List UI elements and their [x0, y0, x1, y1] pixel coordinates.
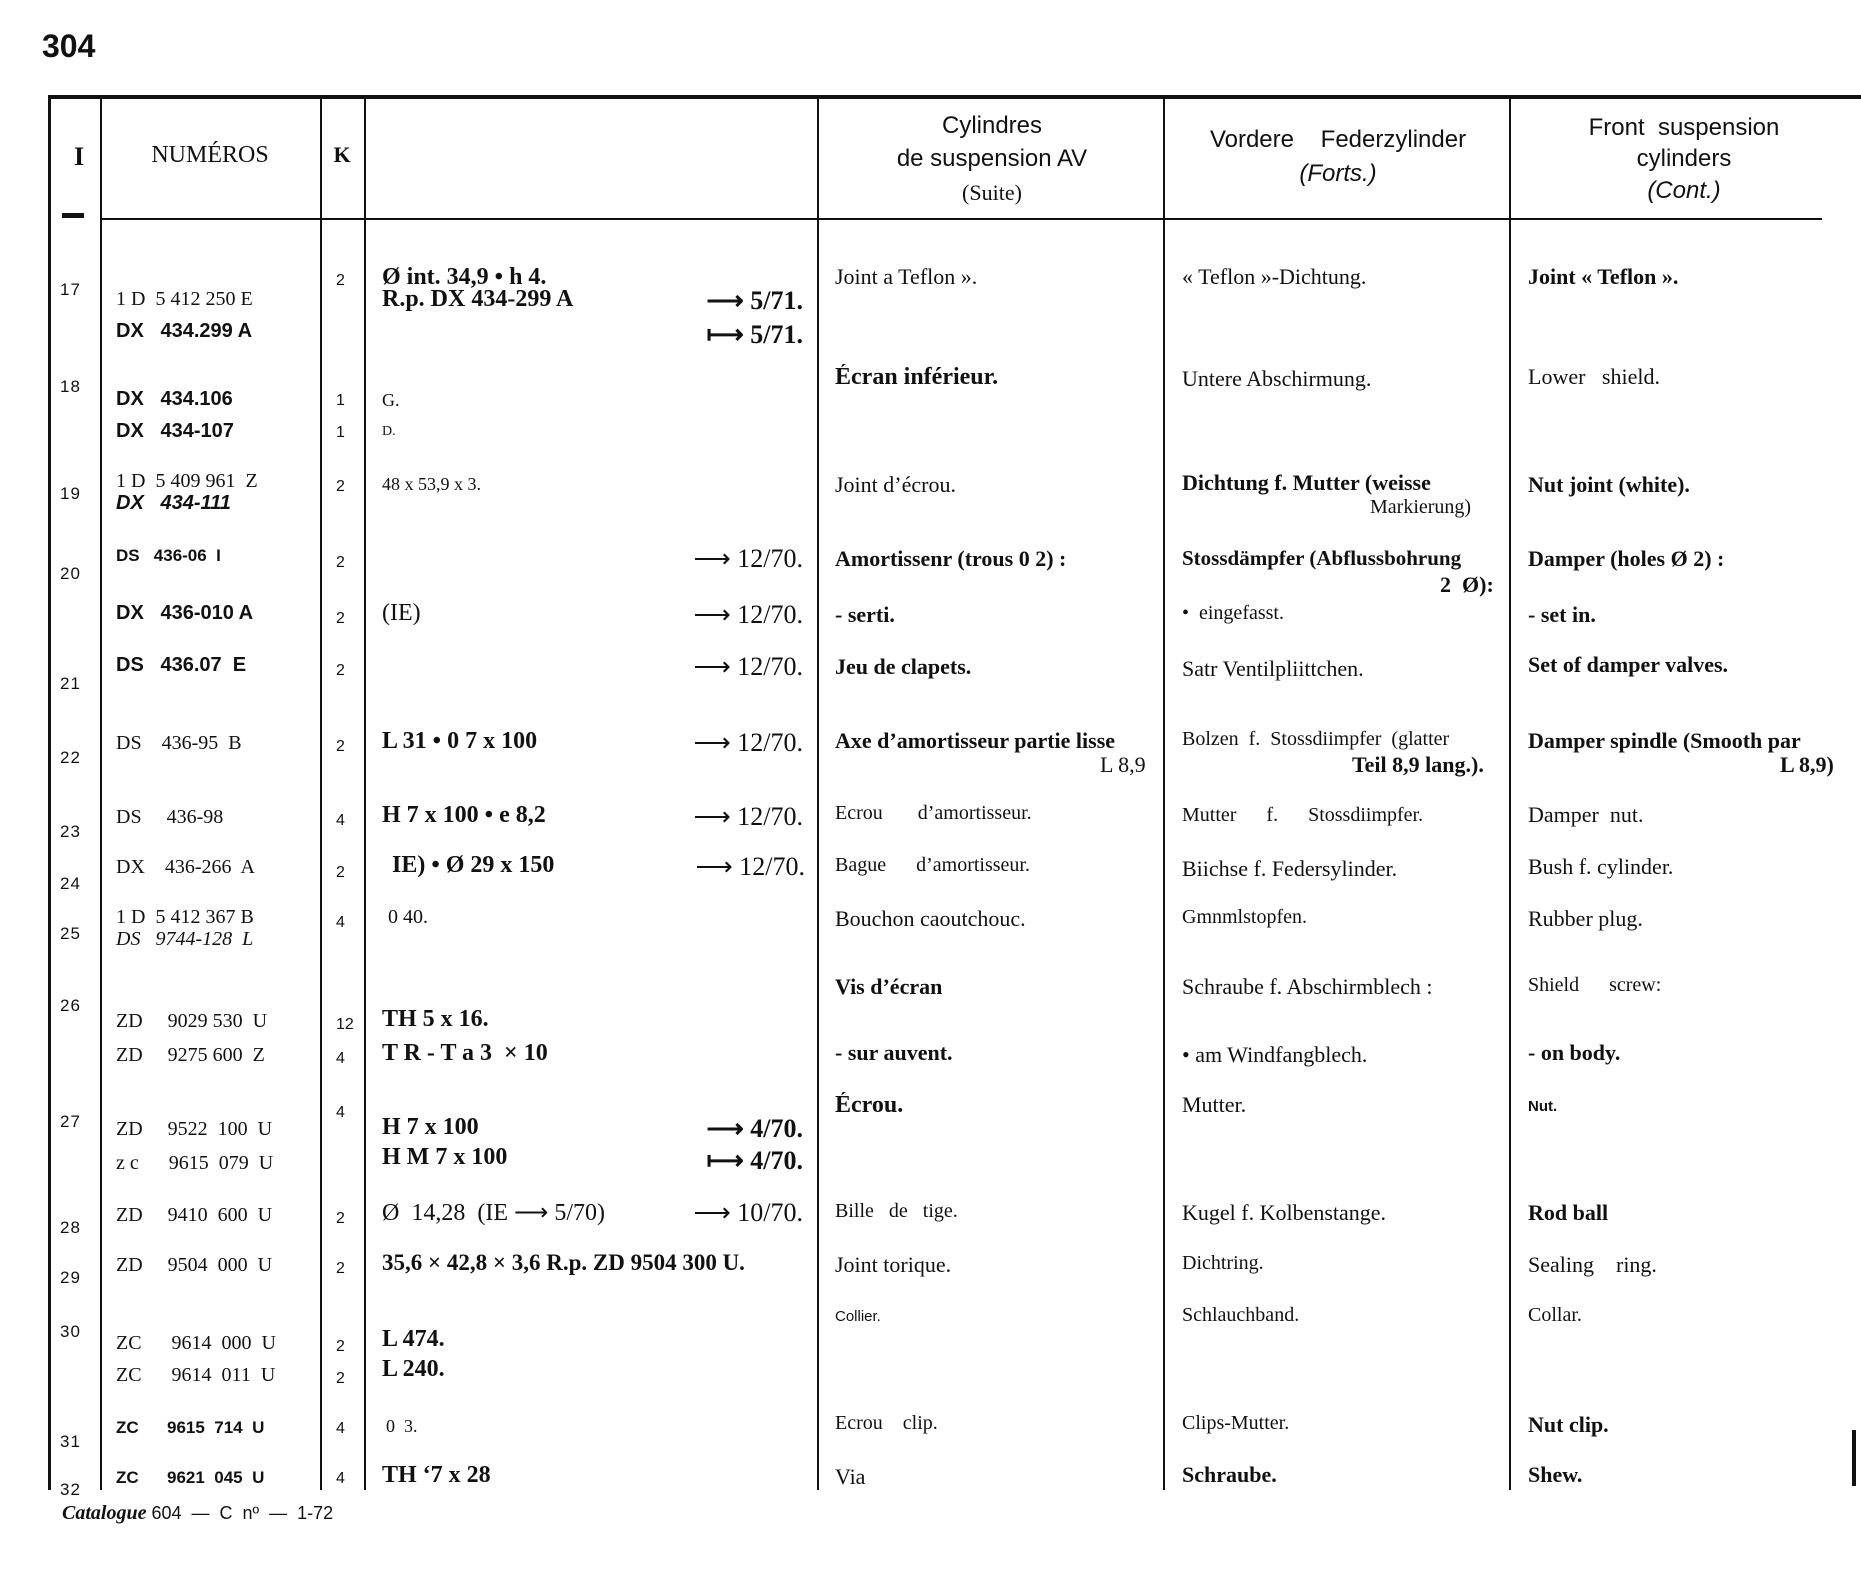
quantity: 1	[336, 392, 345, 409]
description-fr: Bille de tige.	[835, 1200, 958, 1222]
row-number: 23	[60, 822, 81, 841]
description-en: Bush f. cylinder.	[1528, 854, 1674, 879]
validity-date: ⟶ 12/70.	[693, 728, 803, 757]
description-de: • eingefasst.	[1182, 602, 1284, 624]
specification: 35,6 × 42,8 × 3,6 R.p. ZD 9504 300 U.	[382, 1250, 745, 1275]
part-number: ZC 9621 045 U	[116, 1468, 265, 1487]
part-number: 1 D 5 412 250 E	[116, 288, 253, 310]
row-number: 18	[60, 377, 81, 396]
quantity: 2	[336, 738, 345, 755]
header-en-title-3: (Cont.)	[1647, 177, 1721, 204]
header-en-title-2: cylinders	[1636, 145, 1732, 172]
header-de-title-2: (Forts.)	[1299, 160, 1377, 187]
specification: L 474.	[382, 1326, 445, 1352]
part-number: ZC 9614 011 U	[116, 1364, 276, 1386]
description-en: Nut joint (white).	[1528, 472, 1690, 497]
description-fr: Bouchon caoutchouc.	[835, 906, 1026, 931]
quantity: 2	[336, 272, 345, 289]
specification: L 31 • 0 7 x 100	[382, 728, 538, 754]
quantity: 2	[336, 1338, 345, 1355]
quantity: 4	[336, 812, 345, 829]
row-number: 25	[60, 924, 81, 943]
description-en: Set of damper valves.	[1528, 652, 1729, 677]
row-number: 21	[60, 674, 81, 693]
description-de: « Teflon »-Dichtung.	[1182, 264, 1367, 289]
specification: (IE)	[382, 600, 421, 626]
specification: Ø int. 34,9 • h 4.	[382, 264, 547, 290]
description-fr: Ecrou d’amortisseur.	[835, 802, 1032, 824]
description-de: Schraube f. Abschirmblech :	[1182, 974, 1433, 999]
row-number: 26	[60, 996, 81, 1015]
quantity: 2	[336, 1370, 345, 1387]
part-number: DS 436.07 E	[116, 654, 247, 676]
description-fr: Joint d’écrou.	[835, 472, 956, 497]
quantity: 4	[336, 914, 345, 931]
row-number: 30	[60, 1322, 81, 1341]
description-en: - set in.	[1528, 602, 1596, 627]
specification: D.	[382, 424, 396, 439]
quantity: 2	[336, 662, 345, 679]
header-bottom-rule-left	[62, 213, 84, 218]
header-fr-title-3: (Suite)	[962, 180, 1022, 205]
quantity: 12	[336, 1016, 354, 1033]
description-de: Satr Ventilpliittchen.	[1182, 656, 1364, 681]
part-number: DX 436-266 A	[116, 856, 255, 878]
description-fr: Axe d’amortisseur partie lisse	[835, 728, 1116, 753]
description-en: Joint « Teflon ».	[1528, 264, 1679, 289]
description-fr: - serti.	[835, 602, 895, 627]
part-number: DS 436-95 B	[116, 732, 242, 754]
part-number: DX 434.106	[116, 388, 233, 410]
part-number: ZD 9029 530 U	[116, 1010, 268, 1032]
validity-date: ⟼ 5/71.	[706, 320, 803, 349]
description-de: Bolzen f. Stossdiimpfer (glatter	[1182, 728, 1450, 750]
description-fr: Amortissenr (trous 0 2) :	[835, 546, 1067, 571]
part-number: DX 434-111	[116, 492, 231, 514]
description-fr: - sur auvent.	[835, 1040, 953, 1065]
row-number: 22	[60, 748, 81, 767]
header-en-title-1: Front suspension	[1588, 114, 1780, 141]
description-en: Damper nut.	[1528, 802, 1644, 827]
description-de: Mutter f. Stossdiimpfer.	[1182, 804, 1424, 826]
description-en: Nut clip.	[1528, 1412, 1609, 1437]
col-divider-numbers	[320, 97, 322, 1490]
col-divider-spec	[817, 97, 819, 1490]
description-en: Damper (holes Ø 2) :	[1528, 546, 1725, 571]
description-de: Dichtung f. Mutter (weisse	[1182, 470, 1431, 495]
header-fr-title-1: Cylindres	[941, 112, 1043, 139]
validity-date: ⟶ 12/70.	[695, 852, 805, 881]
quantity: 2	[336, 864, 345, 881]
part-number: 1 D 5 409 961 Z	[116, 470, 258, 492]
part-number: DS 436-06 I	[116, 546, 221, 565]
quantity: 2	[336, 478, 345, 495]
description-fr: Bague d’amortisseur.	[835, 854, 1030, 876]
description-de: Dichtring.	[1182, 1252, 1264, 1274]
description-fr: Collier.	[835, 1308, 881, 1325]
description-fr: Via	[835, 1464, 866, 1489]
validity-date: ⟶ 10/70.	[693, 1198, 803, 1227]
part-number: DX 436-010 A	[116, 602, 254, 624]
footer-catalogue-label: Catalogue	[62, 1502, 147, 1524]
validity-date: ⟼ 4/70.	[706, 1146, 803, 1175]
row-number: 19	[60, 484, 81, 503]
footer-catalogue-ref: 604 — C nº — 1-72	[151, 1503, 334, 1523]
part-number: DS 436-98	[116, 806, 224, 828]
description-de: Biichse f. Federsylinder.	[1182, 856, 1398, 881]
header-fr-title-2: de suspension AV	[896, 145, 1088, 172]
description-en: Rubber plug.	[1528, 906, 1643, 931]
row-number: 17	[60, 280, 81, 299]
description-de: Gmnmlstopfen.	[1182, 906, 1307, 928]
description-de: Schraube.	[1182, 1462, 1277, 1487]
quantity: 4	[336, 1470, 345, 1487]
description-de: Schlauchband.	[1182, 1304, 1300, 1326]
part-number: 1 D 5 412 367 B	[116, 906, 254, 928]
quantity: 2	[336, 1260, 345, 1277]
part-number: ZD 9504 000 U	[116, 1254, 273, 1276]
part-number: DX 434-107	[116, 420, 234, 442]
description-en: Damper spindle (Smooth par	[1528, 728, 1801, 753]
validity-date: ⟶ 12/70.	[693, 652, 803, 681]
row-number: 24	[60, 874, 81, 893]
description-de: Stossdämpfer (Abflussbohrung	[1182, 546, 1462, 570]
validity-date: ⟶ 4/70.	[706, 1114, 803, 1143]
description-fr: Ecrou clip.	[835, 1412, 938, 1434]
specification: TH ‘7 x 28	[382, 1462, 491, 1488]
validity-date: ⟶ 5/71.	[706, 286, 803, 315]
description-de: Mutter.	[1182, 1092, 1247, 1117]
part-number: ZC 9615 714 U	[116, 1418, 265, 1437]
description-fr: Vis d’écran	[835, 974, 943, 999]
description-fr: Joint torique.	[835, 1252, 952, 1277]
description-en: Sealing ring.	[1528, 1252, 1657, 1277]
description-en: L 8,9)	[1780, 752, 1834, 777]
description-de: Clips-Mutter.	[1182, 1412, 1290, 1434]
header-de-title-1: Vordere Federzylinder	[1209, 126, 1467, 153]
specification: L 240.	[382, 1356, 445, 1382]
specification: 48 x 53,9 x 3.	[382, 474, 481, 494]
col-divider-qty	[364, 97, 366, 1490]
specification: T R - T a 3 × 10	[382, 1040, 548, 1066]
description-en: Lower shield.	[1528, 364, 1660, 389]
description-fr: Jeu de clapets.	[835, 654, 972, 679]
description-de: Teil 8,9 lang.).	[1352, 752, 1484, 777]
description-fr: L 8,9	[1100, 752, 1146, 777]
catalogue-footer	[62, 1502, 333, 1525]
description-fr: Écran inférieur.	[835, 364, 999, 390]
description-en: - on body.	[1528, 1040, 1621, 1065]
part-number: ZD 9410 600 U	[116, 1204, 273, 1226]
col-divider-de	[1509, 97, 1511, 1490]
description-de: Untere Abschirmung.	[1182, 366, 1372, 391]
validity-date: ⟶ 12/70.	[693, 802, 803, 831]
header-qty: K	[333, 142, 351, 167]
quantity: 4	[336, 1420, 345, 1437]
col-divider-index	[100, 97, 102, 1490]
description-en: Nut.	[1528, 1098, 1558, 1115]
quantity: 2	[336, 554, 345, 571]
header-index: I	[73, 142, 85, 171]
page-number: 304	[42, 28, 96, 64]
quantity: 4	[336, 1104, 345, 1121]
part-number: DS 9744-128 L	[116, 928, 254, 950]
validity-date: ⟶ 12/70.	[693, 600, 803, 629]
description-en: Shew.	[1528, 1462, 1583, 1487]
quantity: 2	[336, 610, 345, 627]
part-number: DX 434.299 A	[116, 320, 253, 342]
validity-date: ⟶ 12/70.	[693, 544, 803, 573]
specification: G.	[382, 390, 400, 410]
quantity: 1	[336, 424, 345, 441]
specification: TH 5 x 16.	[382, 1006, 489, 1032]
part-number: ZD 9275 600 Z	[116, 1044, 265, 1066]
header-numbers: NUMÉROS	[151, 142, 269, 168]
description-de: • am Windfangblech.	[1182, 1042, 1368, 1067]
specification: IE) • Ø 29 x 150	[392, 852, 555, 878]
description-en: Collar.	[1528, 1304, 1582, 1326]
specification: R.p. DX 434-299 A	[382, 286, 574, 312]
specification: 0 3.	[386, 1416, 418, 1436]
part-number: z c 9615 079 U	[116, 1152, 274, 1174]
row-number: 32	[60, 1480, 81, 1499]
row-number: 31	[60, 1432, 81, 1451]
col-divider-left-edge	[48, 95, 51, 1490]
row-number: 29	[60, 1268, 81, 1287]
row-number: 20	[60, 564, 81, 583]
description-de: 2 Ø):	[1440, 572, 1494, 597]
quantity: 4	[336, 1050, 345, 1067]
quantity: 2	[336, 1210, 345, 1227]
description-fr: Joint a Teflon ».	[835, 264, 978, 289]
part-number: ZD 9522 100 U	[116, 1118, 273, 1140]
col-divider-fr	[1163, 97, 1165, 1490]
right-edge-mark	[1852, 1430, 1856, 1486]
description-de: Kugel f. Kolbenstange.	[1182, 1200, 1387, 1225]
part-number: ZC 9614 000 U	[116, 1332, 276, 1354]
description-de: Markierung)	[1370, 496, 1472, 518]
specification: 0 40.	[388, 906, 428, 928]
description-en: Rod ball	[1528, 1200, 1609, 1225]
specification: Ø 14,28 (IE ⟶ 5/70)	[382, 1200, 606, 1226]
description-fr: Écrou.	[835, 1092, 904, 1118]
specification: H M 7 x 100	[382, 1144, 508, 1170]
specification: H 7 x 100 • e 8,2	[382, 802, 546, 828]
row-number: 28	[60, 1218, 81, 1237]
header-bottom-rule	[100, 218, 1822, 220]
description-en: Shield screw:	[1528, 974, 1662, 996]
specification: H 7 x 100	[382, 1114, 479, 1140]
row-number: 27	[60, 1112, 81, 1131]
